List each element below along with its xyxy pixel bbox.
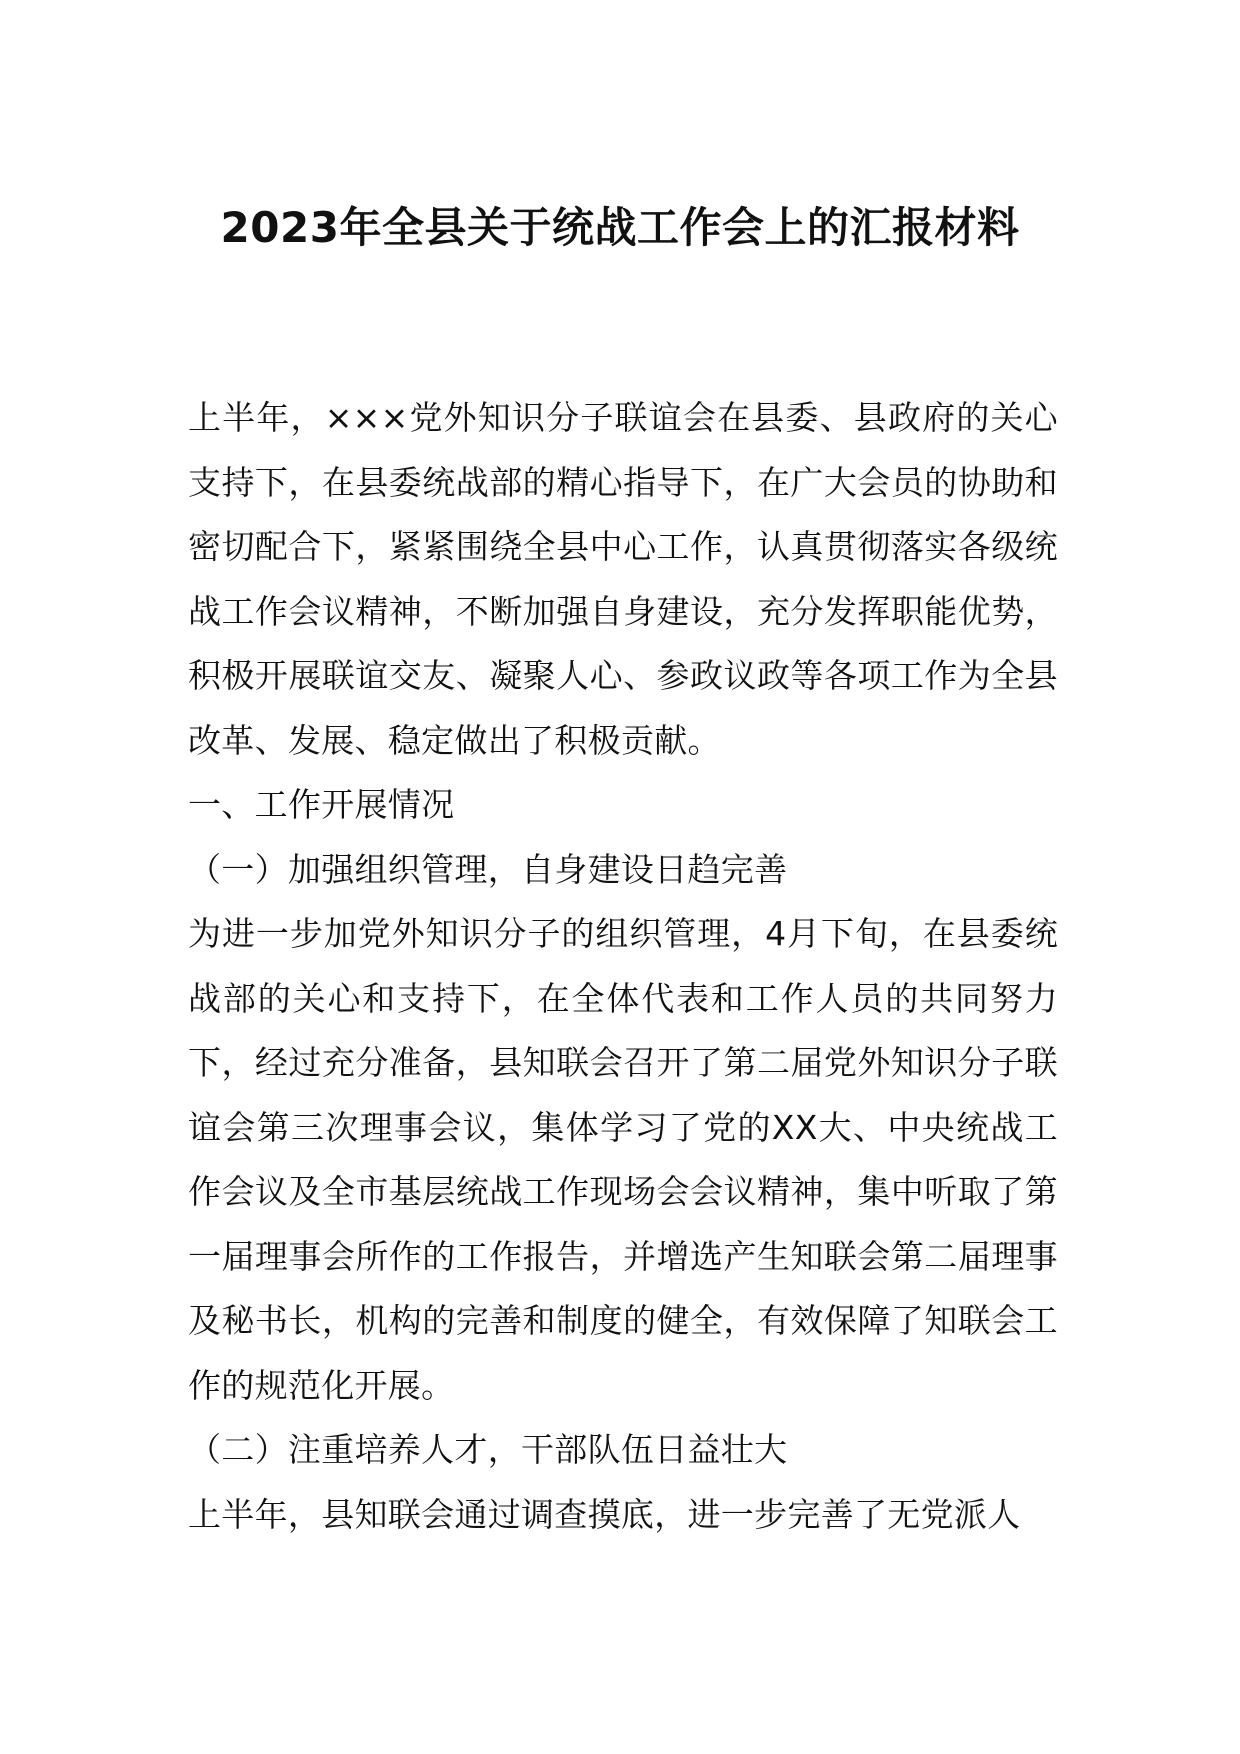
subsection-heading-1: （一）加强组织管理，自身建设日趋完善 xyxy=(188,849,788,889)
document-title: 2023年全县关于统战工作会上的汇报材料 xyxy=(220,203,1020,252)
intro-paragraph: 上半年，×××党外知识分子联谊会在县委、县政府的关心支持下，在县委统战部的精心指导下，在广大会员的协助和密切配合下，紧紧围绕全县中心工作，认真贯彻落实各级统战工作会议精神，不断加强自身建设，充分发挥职能优势，积极开展联谊交友、凝聚人心、参政议政等各项工作为全县改革、发展、稳定做出了积极贡献。 xyxy=(188,398,1058,760)
body-paragraph-1: 为进一步加党外知识分子的组织管理，4月下旬，在县委统战部的关心和支持下，在全体代表和工作人员的共同努力下，经过充分准备，县知联会召开了第二届党外知识分子联谊会第三次理事会议，集体学习了党的XX大、中央统战工作会议及全市基层统战工作现场会会议精神，集中听取了第一届理事会所作的工作报告，并增选产生知联会第二届理事及秘书长，机构的完善和制度的健全，有效保障了知联会工作的规范化开展。 xyxy=(188,914,1058,1405)
subsection-heading-2: （二）注重培养人才，干部队伍日益壮大 xyxy=(188,1430,788,1469)
document-body xyxy=(188,386,1058,1547)
body-paragraph-2: 上半年，县知联会通过调查摸底，进一步完善了无党派人 xyxy=(188,1494,1021,1534)
section-heading-1: 一、工作开展情况 xyxy=(188,785,455,824)
